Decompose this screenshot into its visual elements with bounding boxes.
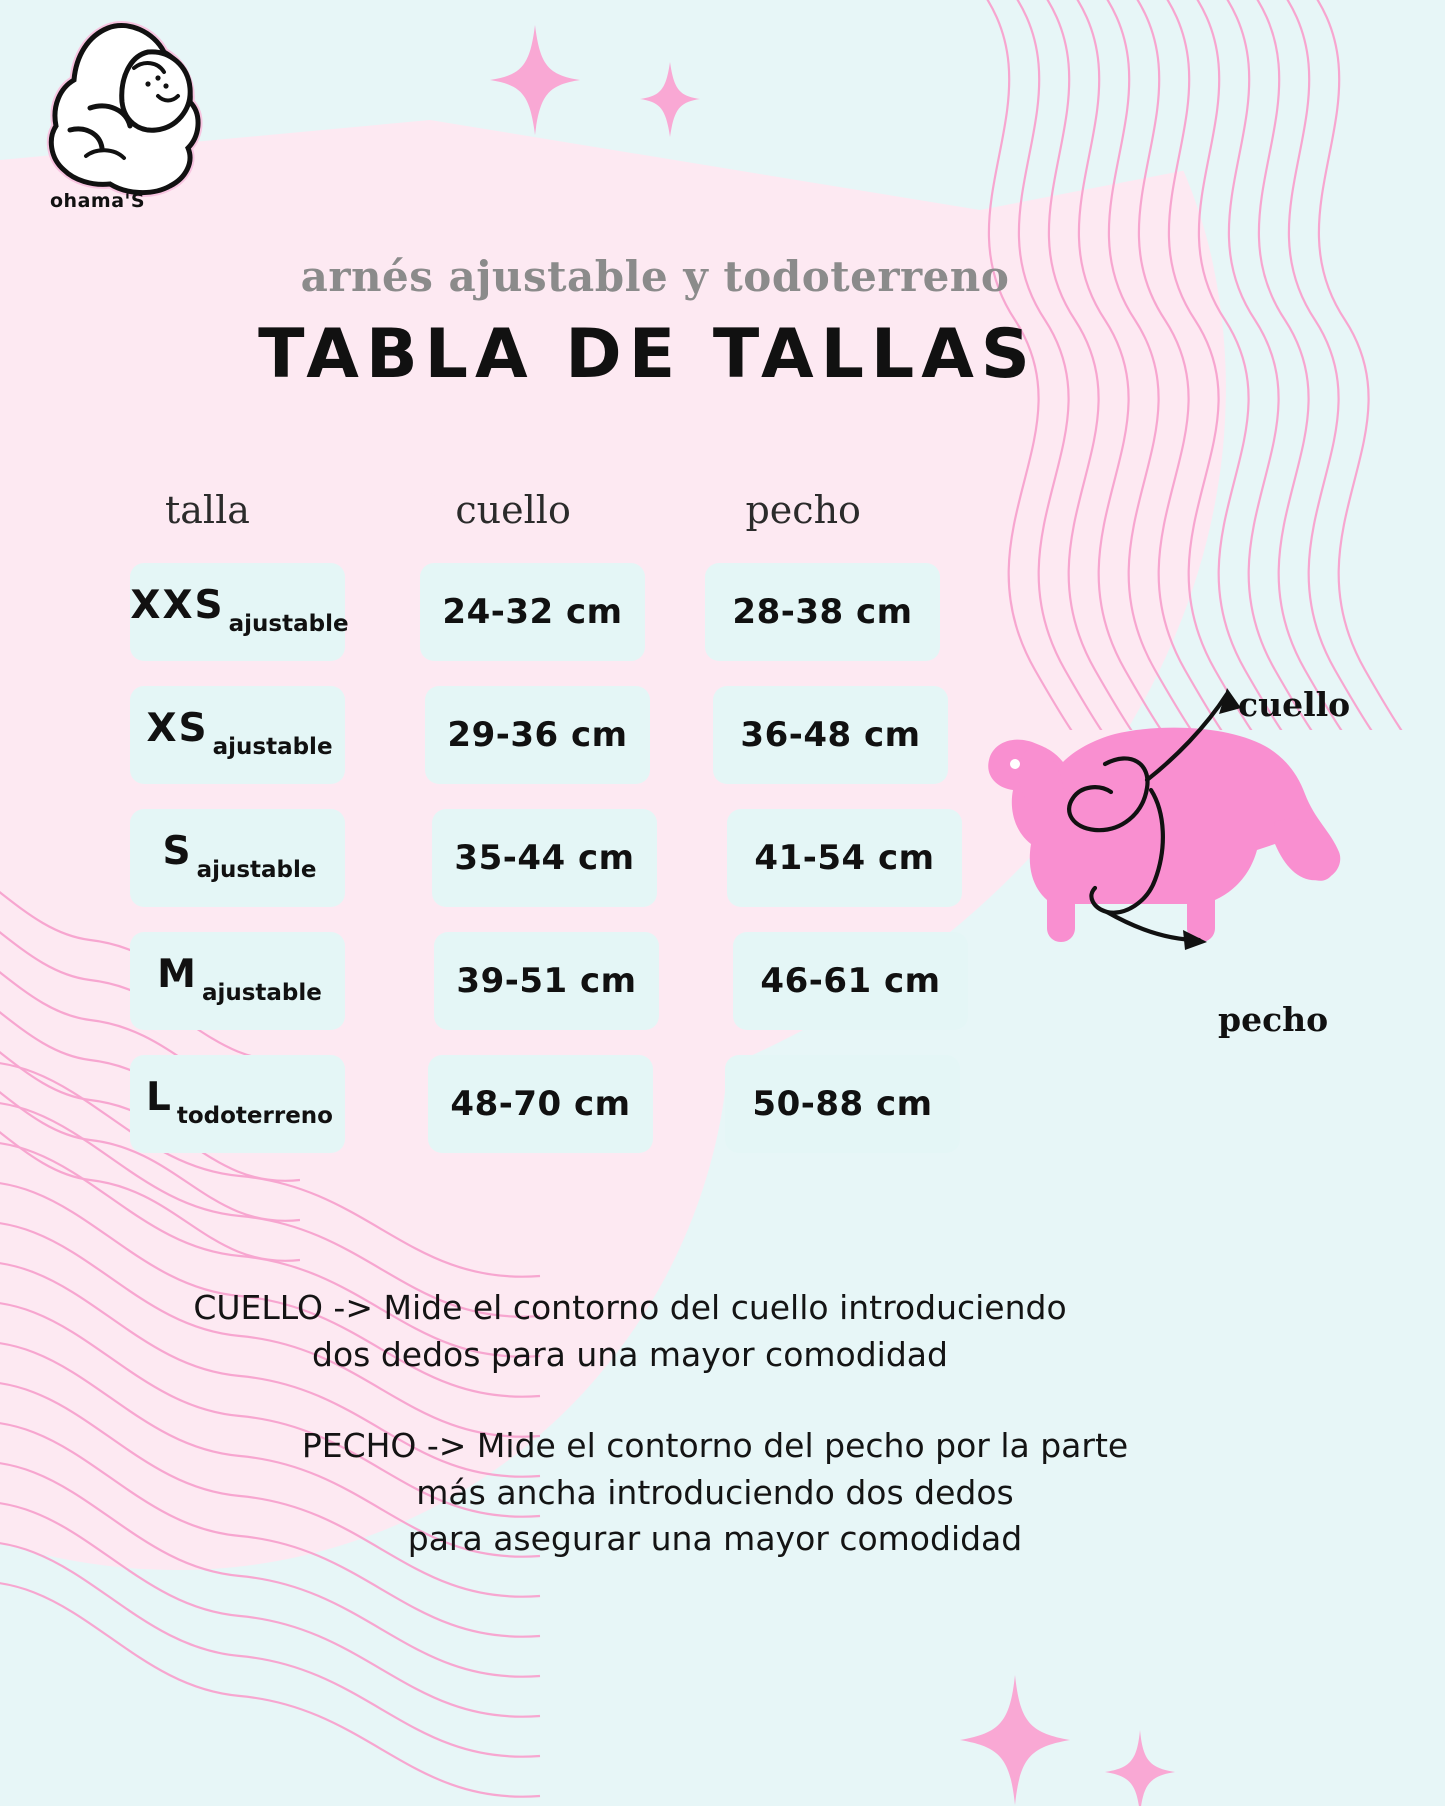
- cell-size: [130, 1055, 345, 1153]
- size-label: M: [157, 952, 198, 997]
- diagram-label-cuello: cuello: [1238, 685, 1351, 724]
- cell-pecho: 28-38 cm: [705, 563, 940, 661]
- cell-pecho: 36-48 cm: [713, 686, 948, 784]
- sparkle-icon-bottom-small: [1105, 1730, 1175, 1806]
- sparkle-icon: [490, 25, 580, 135]
- column-header-cuello: cuello: [455, 488, 571, 532]
- poster-subtitle: arnés ajustable y todoterreno: [300, 252, 1010, 301]
- table-header-row: [130, 488, 990, 550]
- measurement-instructions: [0, 1285, 1390, 1563]
- cell-pecho: 46-61 cm: [733, 932, 968, 1030]
- note-pecho-line1: PECHO -> Mide el contorno del pecho por la parte: [301, 1425, 1129, 1465]
- cell-size: [130, 563, 349, 661]
- table-row: [130, 1042, 990, 1165]
- size-table: [130, 488, 990, 1165]
- size-type: todoterreno: [176, 1102, 333, 1129]
- table-row: [130, 796, 990, 919]
- logo-wordmark: ohama'S: [50, 190, 146, 212]
- note-cuello-line2: dos dedos para una mayor comodidad: [312, 1334, 948, 1374]
- table-row: [130, 919, 990, 1042]
- size-label: XXS: [130, 583, 225, 628]
- cell-cuello: 35-44 cm: [432, 809, 657, 907]
- size-label: S: [162, 829, 193, 874]
- cell-cuello: 24-32 cm: [420, 563, 645, 661]
- size-type: ajustable: [196, 856, 317, 883]
- note-pecho-line2: más ancha introduciendo dos dedos: [416, 1472, 1014, 1512]
- column-header-pecho: pecho: [745, 488, 861, 532]
- page-title: TABLA DE TALLAS: [258, 315, 1037, 394]
- table-row: [130, 550, 990, 673]
- cell-pecho: 50-88 cm: [725, 1055, 960, 1153]
- size-type: ajustable: [228, 610, 349, 637]
- size-label: XS: [146, 706, 209, 751]
- size-label: L: [146, 1075, 173, 1120]
- cell-cuello: 39-51 cm: [434, 932, 659, 1030]
- cell-cuello: 29-36 cm: [425, 686, 650, 784]
- sparkle-icon-bottom: [960, 1675, 1070, 1805]
- cell-size: [130, 932, 345, 1030]
- size-type: ajustable: [201, 979, 322, 1006]
- note-cuello: [40, 1285, 1220, 1379]
- column-header-talla: talla: [165, 488, 250, 532]
- cell-cuello: 48-70 cm: [428, 1055, 653, 1153]
- note-pecho-line3: para asegurar una mayor comodidad: [407, 1519, 1023, 1559]
- note-cuello-line1: CUELLO -> Mide el contorno del cuello introduciendo: [193, 1288, 1067, 1327]
- cell-size: [130, 809, 345, 907]
- diagram-label-pecho: pecho: [1218, 1000, 1329, 1039]
- cell-size: [130, 686, 345, 784]
- sparkle-icon-small: [640, 62, 700, 137]
- note-pecho: [50, 1423, 1380, 1564]
- cell-pecho: 41-54 cm: [727, 809, 962, 907]
- table-row: [130, 673, 990, 796]
- size-type: ajustable: [212, 733, 333, 760]
